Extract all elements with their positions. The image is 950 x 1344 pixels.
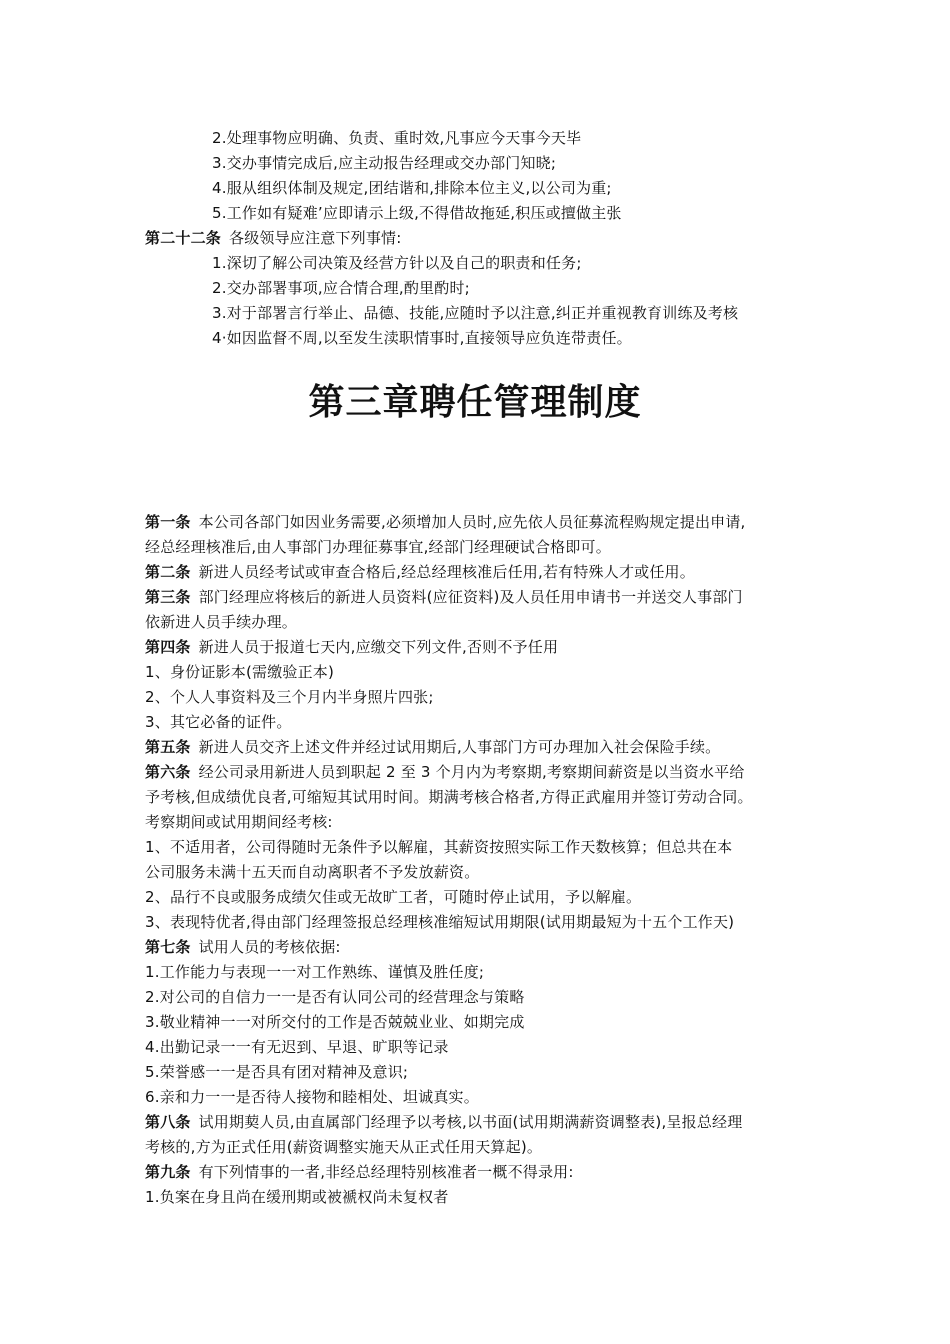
list-item: 5.工作如有疑难’应即请示上级,不得借故拖延,积压或擅做主张: [212, 204, 622, 222]
list-item: 4·如因监督不周,以至发生渎职情事时,直接领导应负连带责任。: [212, 329, 632, 347]
list-item: 2.交办部署事项,应合情合理,酌里酌时;: [212, 279, 470, 297]
article-label: 第二条: [145, 563, 191, 581]
list-item: 3.对于部署言行举止、品德、技能,应随时予以注意,纠正并重视教育训练及考核: [212, 304, 739, 322]
list-item: 2、品行不良或服务成绩欠佳或无故旷工者，可随时停止试用，予以解雇。: [145, 888, 642, 906]
article-7: [145, 935, 341, 959]
article-text: 新进人员经考试或审查合格后,经总经理核准后任用,若有特殊人才或任用。: [198, 563, 695, 581]
list-item: 2.对公司的自信力一一是否有认同公司的经营理念与策略: [145, 988, 525, 1006]
article-text: 部门经理应将核后的新进人员资料(应征资料)及人员任用申请书一并送交人事部门: [198, 588, 743, 606]
article-text-continued: 予考核,但成绩优良者,可缩短其试用时间。期满考核合格者,方得正武雇用并签订劳动合同。: [145, 788, 753, 806]
article-text-continued: 经总经理核准后,由人事部门办理征募事宜,经部门经理硬试合格即可。: [145, 538, 611, 556]
article-text: 各级领导应注意下列事情:: [229, 229, 402, 247]
list-item: 5.荣誉感一一是否具有团对精神及意识;: [145, 1063, 409, 1081]
article-text: 新进人员交齐上述文件并经过试用期后,人事部门方可办理加入社会保险手续。: [198, 738, 721, 756]
article-4: [145, 635, 558, 659]
list-item: 1.负案在身且尚在缓刑期或被褫权尚未复权者: [145, 1188, 449, 1206]
article-label: 第九条: [145, 1163, 191, 1181]
article-3: [145, 585, 743, 609]
article-text: 新进人员于报道七天内,应缴交下列文件,否则不予任用: [198, 638, 559, 656]
article-text: 试用人员的考核依据:: [198, 938, 341, 956]
article-label: 第四条: [145, 638, 191, 656]
article-8: [145, 1110, 742, 1134]
article-label: 第一条: [145, 513, 191, 531]
article-2: [145, 560, 695, 584]
article-5: [145, 735, 720, 759]
list-item: 1.工作能力与表现一一对工作熟练、谨慎及胜任度;: [145, 963, 485, 981]
article-22: [145, 226, 401, 250]
list-item: 2、个人人事资料及三个月内半身照片四张;: [145, 688, 434, 706]
article-text: 试用期葜人员,由直属部门经理予以考核,以书面(试用期满薪资调整表),呈报总经理: [198, 1113, 743, 1131]
list-item: 1.深切了解公司决策及经营方针以及自己的职责和任务;: [212, 254, 582, 272]
article-label: 第七条: [145, 938, 191, 956]
article-1: [145, 510, 746, 534]
list-item: 3、表现特优者,得由部门经理签报总经理核准缩短试用期限(试用期最短为十五个工作天): [145, 913, 735, 931]
article-label: 第八条: [145, 1113, 191, 1131]
article-label: 第六条: [145, 763, 191, 781]
article-label: 第五条: [145, 738, 191, 756]
article-text: 本公司各部门如因业务需要,必须增加人员时,应先依人员征募流程购规定提出申请,: [198, 513, 746, 531]
article-label: 第三条: [145, 588, 191, 606]
list-item: 4.出勤记录一一有无迟到、早退、旷职等记录: [145, 1038, 449, 1056]
article-6: [145, 760, 745, 784]
list-item: 1、不适用者，公司得随时无条件予以解雇，其薪资按照实际工作天数核算；但总共在本: [145, 838, 733, 856]
article-text: 有下列情事的一者,非经总经理特别核准者一概不得录用:: [198, 1163, 574, 1181]
list-item-continued: 公司服务未满十五天而自动离职者不予发放薪资。: [145, 863, 480, 881]
article-label: 第二十二条: [145, 229, 222, 247]
chapter-title: 第三章聘任管理制度: [308, 382, 642, 423]
list-item: 3、其它必备的证件。: [145, 713, 292, 731]
article-text: 经公司录用新进人员到职起 2 至 3 个月内为考察期,考察期间薪资是以当资水平给: [198, 763, 745, 781]
article-text-continued: 考察期间或试用期间经考核:: [145, 813, 333, 831]
article-9: [145, 1160, 574, 1184]
list-item: 3.敬业精神一一对所交付的工作是否兢兢业业、如期完成: [145, 1013, 525, 1031]
list-item: 2.处理事物应明确、负责、重时效,凡事应今天事今天毕: [212, 129, 582, 147]
list-item: 4.服从组织体制及规定,团结谐和,排除本位主义,以公司为重;: [212, 179, 612, 197]
list-item: 3.交办事情完成后,应主动报告经理或交办部门知晓;: [212, 154, 557, 172]
article-text-continued: 考核的,方为正式任用(薪资调整实施天从正式任用天算起)。: [145, 1138, 543, 1156]
article-text-continued: 依新进人员手续办理。: [145, 613, 298, 631]
list-item: 1、身份证影本(需缴验正本): [145, 663, 335, 681]
list-item: 6.亲和力一一是否待人接物和睦相处、坦诚真实。: [145, 1088, 479, 1106]
